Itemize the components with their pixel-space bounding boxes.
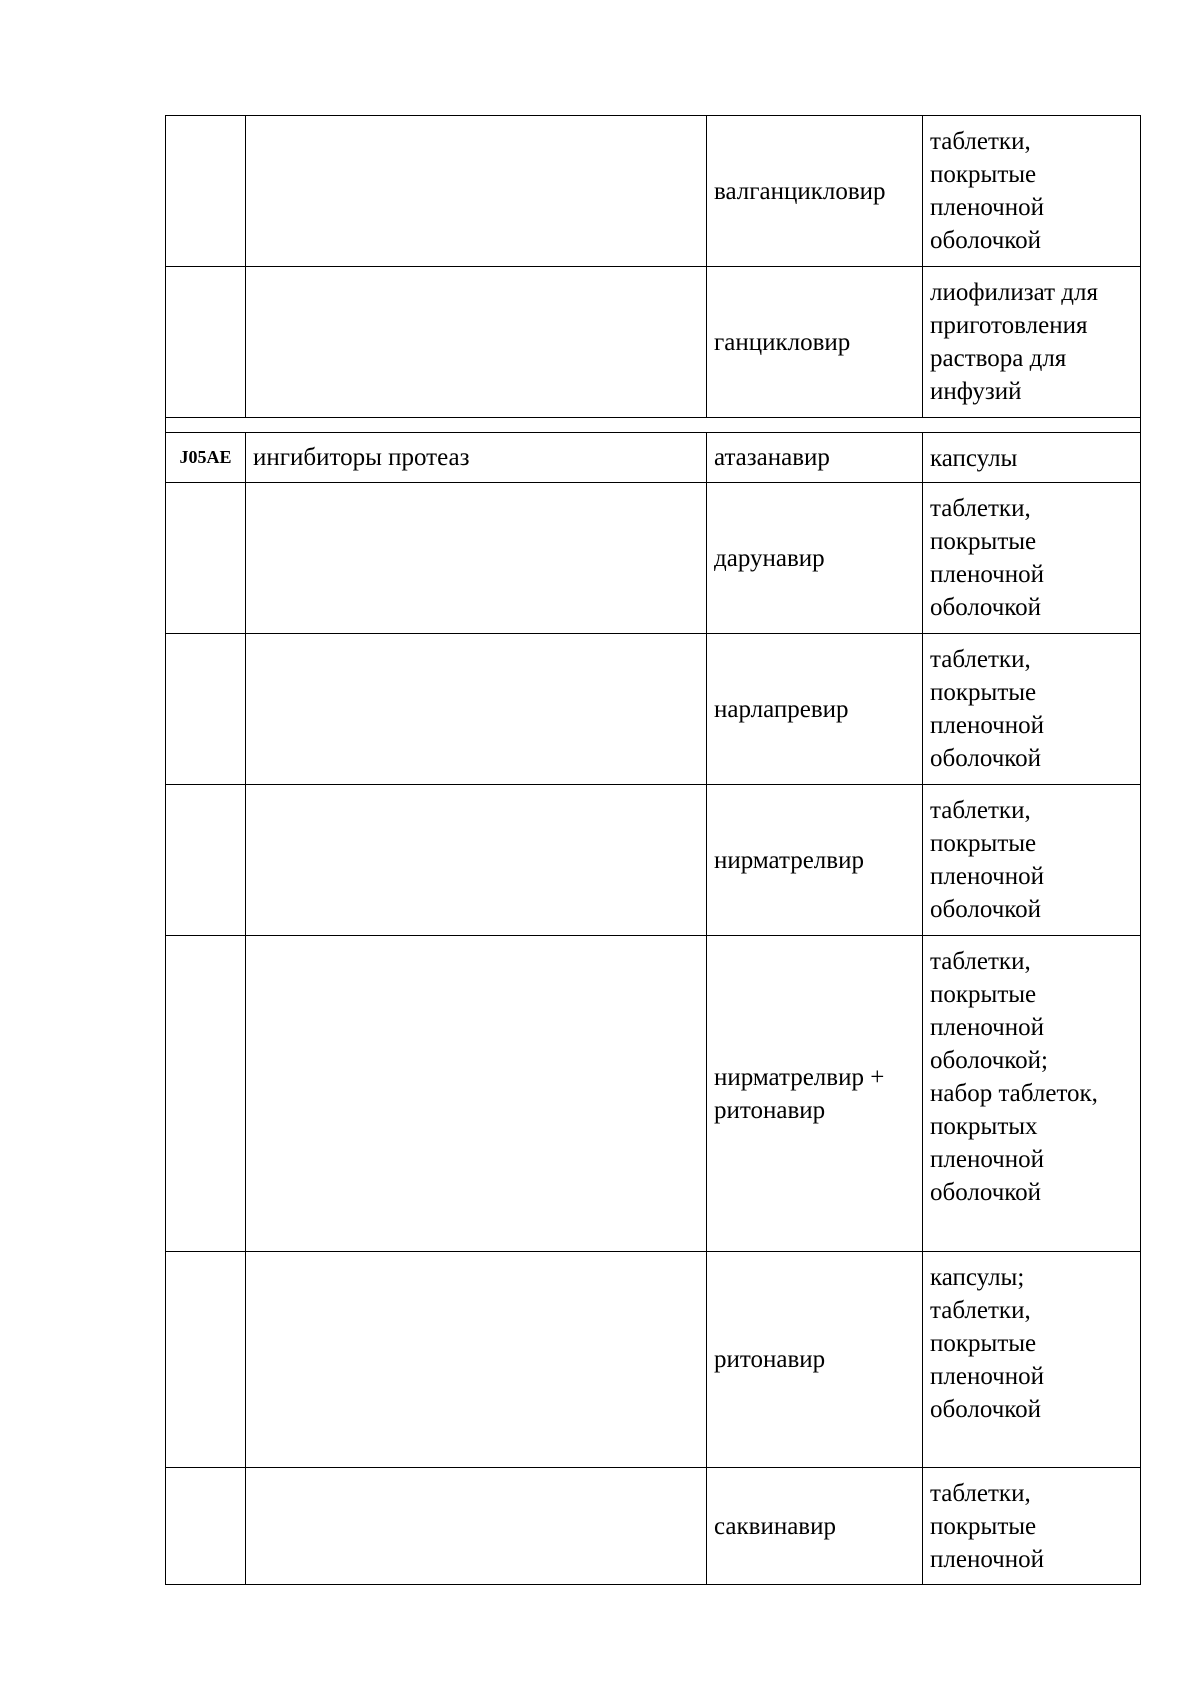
dosage-form-line: таблетки, [930,797,1031,824]
dosage-form-line: оболочкой [930,227,1042,254]
dosage-form-line: оболочкой [930,896,1042,923]
dosage-form-line: пленочной [930,1014,1045,1041]
dosage-form-cell [923,433,1141,483]
table-row [166,267,1141,418]
dosage-form-line: покрытые [930,981,1037,1008]
table-row [166,483,1141,634]
drug-name-cell: нирматрелвир + ритонавир [707,936,923,1252]
pharmacological-group-cell [246,1252,707,1468]
atc-code-cell [166,116,246,267]
dosage-form-line: пленочной [930,712,1045,739]
dosage-form-cell [923,116,1141,267]
atc-code-cell [166,634,246,785]
dosage-form-line: таблетки, [930,128,1031,155]
dosage-form-line: покрытые [930,679,1037,706]
dosage-form-line: покрытые [930,528,1037,555]
atc-code-cell [166,483,246,634]
table-row [166,634,1141,785]
dosage-form-cell [923,267,1141,418]
dosage-form-line: таблетки, [930,1480,1031,1507]
pharmacological-group-cell [246,116,707,267]
pharmacological-group-cell [246,785,707,936]
dosage-form-line: покрытые [930,830,1037,857]
dosage-form-line: приготовления [930,312,1088,339]
drug-name-cell: дарунавир [707,483,923,634]
atc-code-cell [166,785,246,936]
dosage-form-line: набор таблеток, [930,1080,1098,1107]
drug-name-cell: саквинавир [707,1468,923,1585]
drug-name-cell: ганцикловир [707,267,923,418]
spacer-cell [166,418,1141,433]
dosage-form-line: пленочной [930,194,1045,221]
atc-code-cell [166,267,246,418]
dosage-form-line: инфузий [930,378,1022,405]
table-row [166,1468,1141,1585]
dosage-form-line: таблетки, [930,1297,1031,1324]
drug-name-cell: нарлапревир [707,634,923,785]
pharmacological-group-cell: ингибиторы протеаз [246,433,707,483]
dosage-form-line: пленочной [930,1363,1045,1390]
dosage-form-line: покрытые [930,161,1037,188]
atc-code-cell [166,1252,246,1468]
dosage-form-line: таблетки, [930,948,1031,975]
dosage-form-line: пленочной [930,1546,1045,1573]
pharmacological-group-cell [246,483,707,634]
dosage-form-line: оболочкой [930,594,1042,621]
dosage-form-line: оболочкой [930,1396,1042,1423]
drug-name-cell: нирматрелвир [707,785,923,936]
dosage-form-line: таблетки, [930,646,1031,673]
dosage-form-line: пленочной [930,863,1045,890]
table-row [166,116,1141,267]
dosage-form-line: оболочкой; [930,1047,1048,1074]
dosage-form-cell [923,936,1141,1252]
dosage-form-line: пленочной [930,561,1045,588]
dosage-form-cell [923,483,1141,634]
drug-name-cell: валганцикловир [707,116,923,267]
dosage-form-line: покрытых [930,1113,1038,1140]
dosage-form-line: раствора для [930,345,1067,372]
spacer-row [166,418,1141,433]
dosage-form-cell [923,634,1141,785]
dosage-form-line: капсулы [930,445,1018,472]
atc-code-cell: J05AE [166,433,246,483]
dosage-form-line: покрытые [930,1330,1037,1357]
table-row [166,433,1141,483]
dosage-form-cell [923,785,1141,936]
atc-code-cell [166,1468,246,1585]
dosage-form-line: оболочкой [930,1179,1042,1206]
pharmacological-group-cell [246,634,707,785]
dosage-form-cell [923,1468,1141,1585]
table-row [166,785,1141,936]
atc-code-cell [166,936,246,1252]
pharmacological-group-cell [246,267,707,418]
dosage-form-line: покрытые [930,1513,1037,1540]
table-row [166,936,1141,1252]
pharmacological-group-cell [246,936,707,1252]
drug-name-cell: ритонавир [707,1252,923,1468]
dosage-form-line: капсулы; [930,1264,1025,1291]
dosage-form-line: оболочкой [930,745,1042,772]
drug-list-body [166,116,1141,1585]
table-row [166,1252,1141,1468]
dosage-form-line: пленочной [930,1146,1045,1173]
dosage-form-line: лиофилизат для [930,279,1098,306]
dosage-form-line: таблетки, [930,495,1031,522]
drug-list-table [165,115,1141,1585]
dosage-form-cell [923,1252,1141,1468]
drug-name-cell: атазанавир [707,433,923,483]
pharmacological-group-cell [246,1468,707,1585]
